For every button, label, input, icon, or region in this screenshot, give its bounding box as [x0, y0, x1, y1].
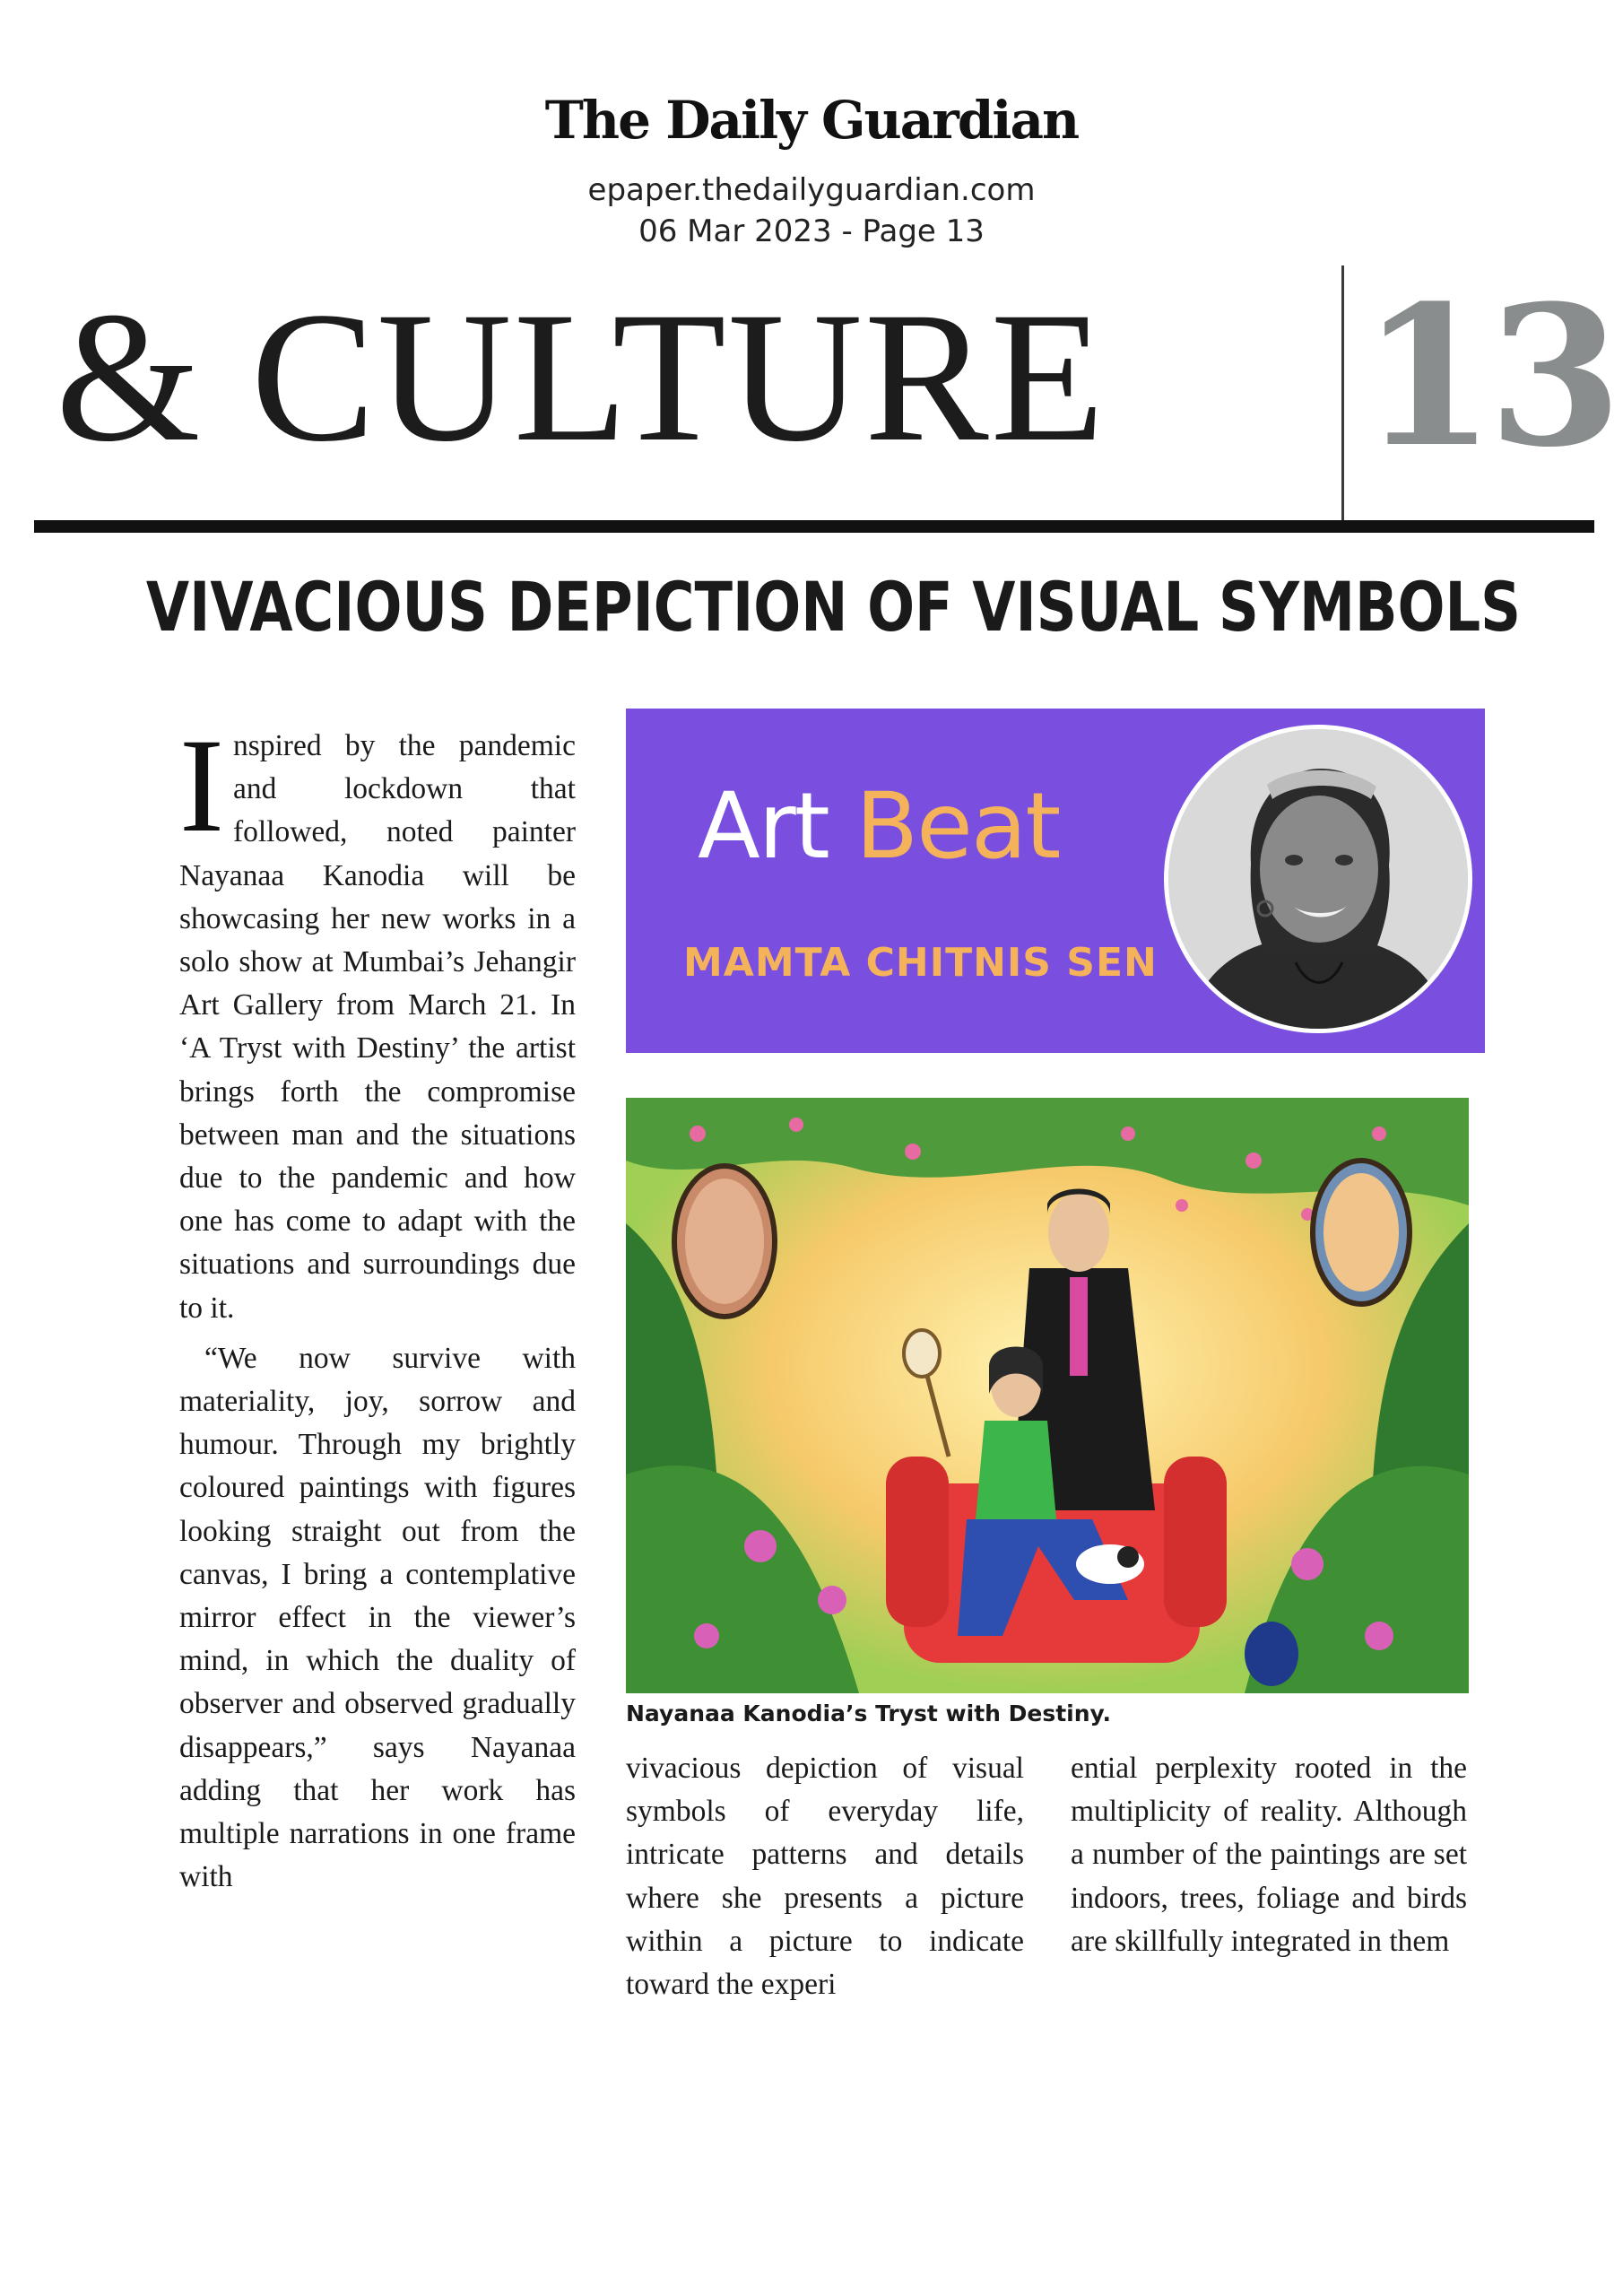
image-caption: Nayanaa Kanodia’s Tryst with Destiny.	[626, 1700, 1112, 1726]
art-beat-title	[698, 773, 1059, 881]
article-column-1	[179, 711, 576, 1899]
section-divider	[1341, 265, 1344, 524]
article-column-2: vivacious depiction of visual symbols of everyday life, intricate patterns and details where she presents a picture within a picture to indicate toward the experi	[626, 1752, 1024, 2002]
article-column-3: ential perplexity rooted in the multiplicity of reality. Although a number of the paintings are set indoors, trees, foliage and birds are skillfully integrated in them	[1071, 1752, 1467, 1958]
masthead: The Daily Guardian	[544, 90, 1079, 151]
article-paragraph-1	[179, 711, 576, 1330]
section-rule	[34, 520, 1594, 533]
art-beat-title-word2: Beat	[855, 773, 1060, 880]
art-beat-banner	[626, 709, 1485, 1053]
source-date-page: 06 Mar 2023 - Page 13	[638, 213, 985, 249]
article-paragraph-2: “We now survive with materiality, joy, sorrow and humour. Through my brightly coloured paintings with figures looking straight out from the canvas, I bring a contemplative mirror effect in the viewer’s mind, in which the duality of observer and observed gradually disappears,” says Nayanaa adding that her work has multiple narrations in one frame with	[179, 1341, 576, 1894]
portrait-icon	[1168, 729, 1468, 1029]
drop-cap: I	[179, 711, 224, 860]
page-number: 13	[1361, 263, 1616, 490]
article-headline: VIVACIOUS DEPICTION OF VISUAL SYMBOLS	[145, 567, 1522, 647]
painting-image	[626, 1098, 1469, 1693]
source-url: epaper.thedailyguardian.com	[587, 172, 1036, 208]
painting-illustration	[626, 1098, 1469, 1693]
paragraph-1-text: nspired by the pandemic and lockdown that followed, noted painter Nayanaa Kanodia will be showcasing her new works in a solo show at Mumbai’s Jehangir Art Gallery from March 21. In ‘A Tryst with Destiny’ the artist brings forth the compromise between man and the situations due to the pandemic and how one has come to adapt with the situations and surroundings due to it.	[179, 729, 576, 1325]
columnist-name: MAMTA CHITNIS SEN	[683, 940, 1158, 986]
art-beat-title-word1: Art	[698, 773, 829, 880]
section-title: & CULTURE	[56, 274, 1107, 480]
columnist-portrait	[1164, 725, 1472, 1033]
